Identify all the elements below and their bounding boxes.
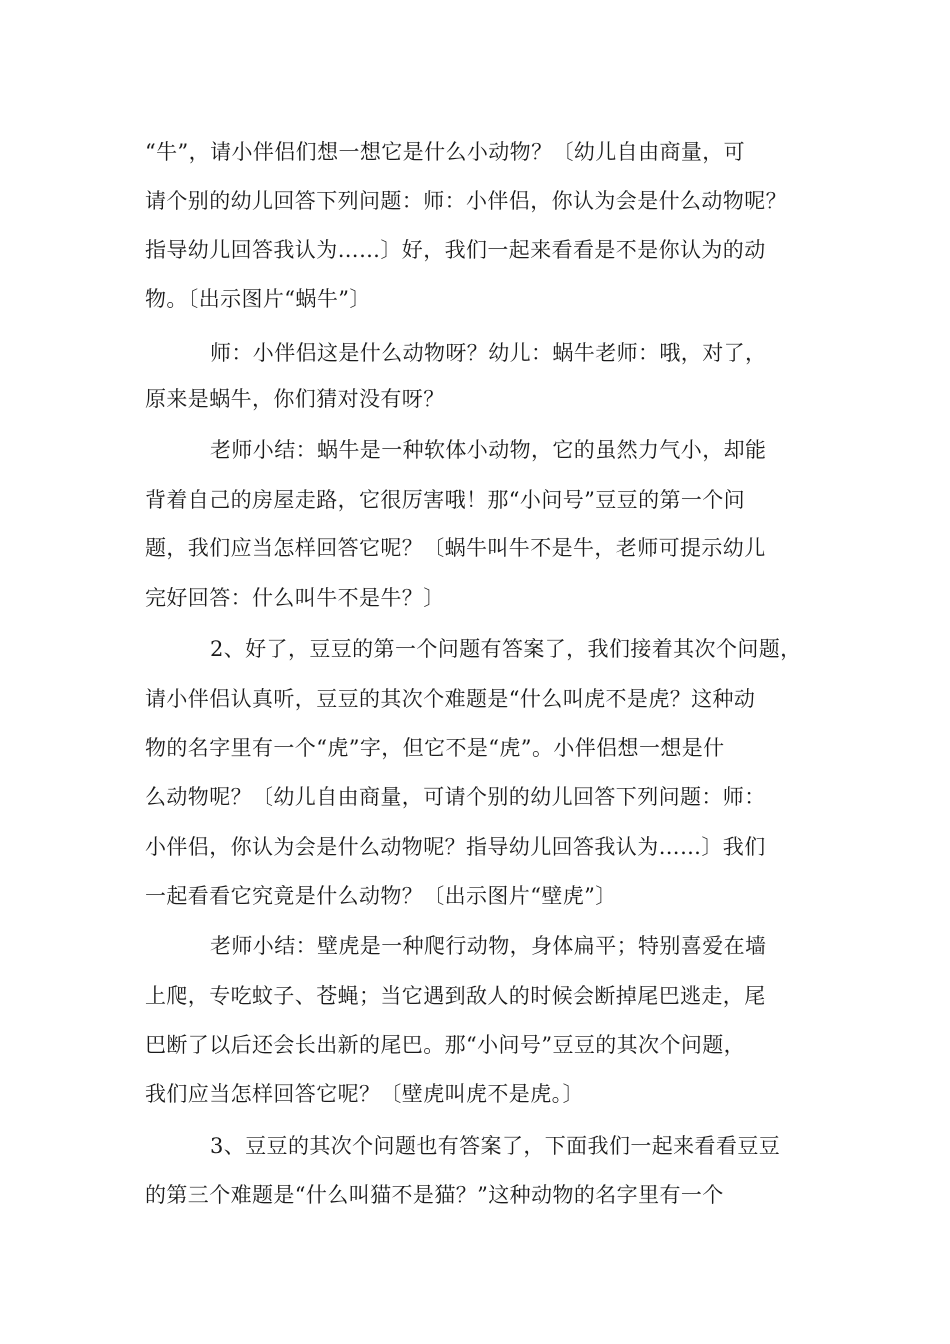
text-line: 2、好了，豆豆的第一个问题有答案了，我们接着其次个问题， <box>210 637 802 661</box>
text-line: 3、豆豆的其次个问题也有答案了，下面我们一起来看看豆豆 <box>210 1134 781 1158</box>
text-line: 么动物呢？〔幼儿自由商量，可请个别的幼儿回答下列问题：师： <box>145 785 766 809</box>
text-line: 完好回答：什么叫牛不是牛？〕 <box>145 586 445 610</box>
text-line: 老师小结：壁虎是一种爬行动物，身体扁平；特别喜爱在墙 <box>210 934 767 958</box>
text-line: 的第三个难题是“什么叫猫不是猫？”这种动物的名字里有一个 <box>145 1183 724 1207</box>
text-line: 原来是蜗牛，你们猜对没有呀？ <box>145 387 445 411</box>
text-line: 请个别的幼儿回答下列问题：师：小伴侣，你认为会是什么动物呢？ <box>145 189 787 213</box>
text-line: 师：小伴侣这是什么动物呀？幼儿：蜗牛老师：哦，对了， <box>210 341 767 365</box>
text-line: 物。〔出示图片“蜗牛”〕 <box>145 287 371 311</box>
text-line: 老师小结：蜗牛是一种软体小动物，它的虽然力气小，却能 <box>210 438 767 462</box>
text-line: 小伴侣，你认为会是什么动物呢？指导幼儿回答我认为……〕我们 <box>145 835 766 859</box>
text-line: 题，我们应当怎样回答它呢？〔蜗牛叫牛不是牛，老师可提示幼儿 <box>145 536 766 560</box>
text-line: “牛”，请小伴侣们想一想它是什么小动物？〔幼儿自由商量，可 <box>145 140 746 164</box>
text-line: 指导幼儿回答我认为……〕好，我们一起来看看是不是你认为的动 <box>145 238 766 262</box>
text-line: 上爬，专吃蚊子、苍蝇；当它遇到敌人的时候会断掉尾巴逃走，尾 <box>145 984 766 1008</box>
text-line: 背着自己的房屋走路，它很厉害哦！那“小问号”豆豆的第一个问 <box>145 488 746 512</box>
text-line: 巴断了以后还会长出新的尾巴。那“小问号”豆豆的其次个问题， <box>145 1033 746 1057</box>
text-line: 物的名字里有一个“虎”字，但它不是“虎”。小伴侣想一想是什 <box>145 736 725 760</box>
text-line: 请小伴侣认真听，豆豆的其次个难题是“什么叫虎不是虎？这种动 <box>145 687 756 711</box>
text-line: 一起看看它究竟是什么动物？〔出示图片“壁虎”〕 <box>145 884 617 908</box>
text-line: 我们应当怎样回答它呢？〔壁虎叫虎不是虎。〕 <box>145 1082 584 1106</box>
